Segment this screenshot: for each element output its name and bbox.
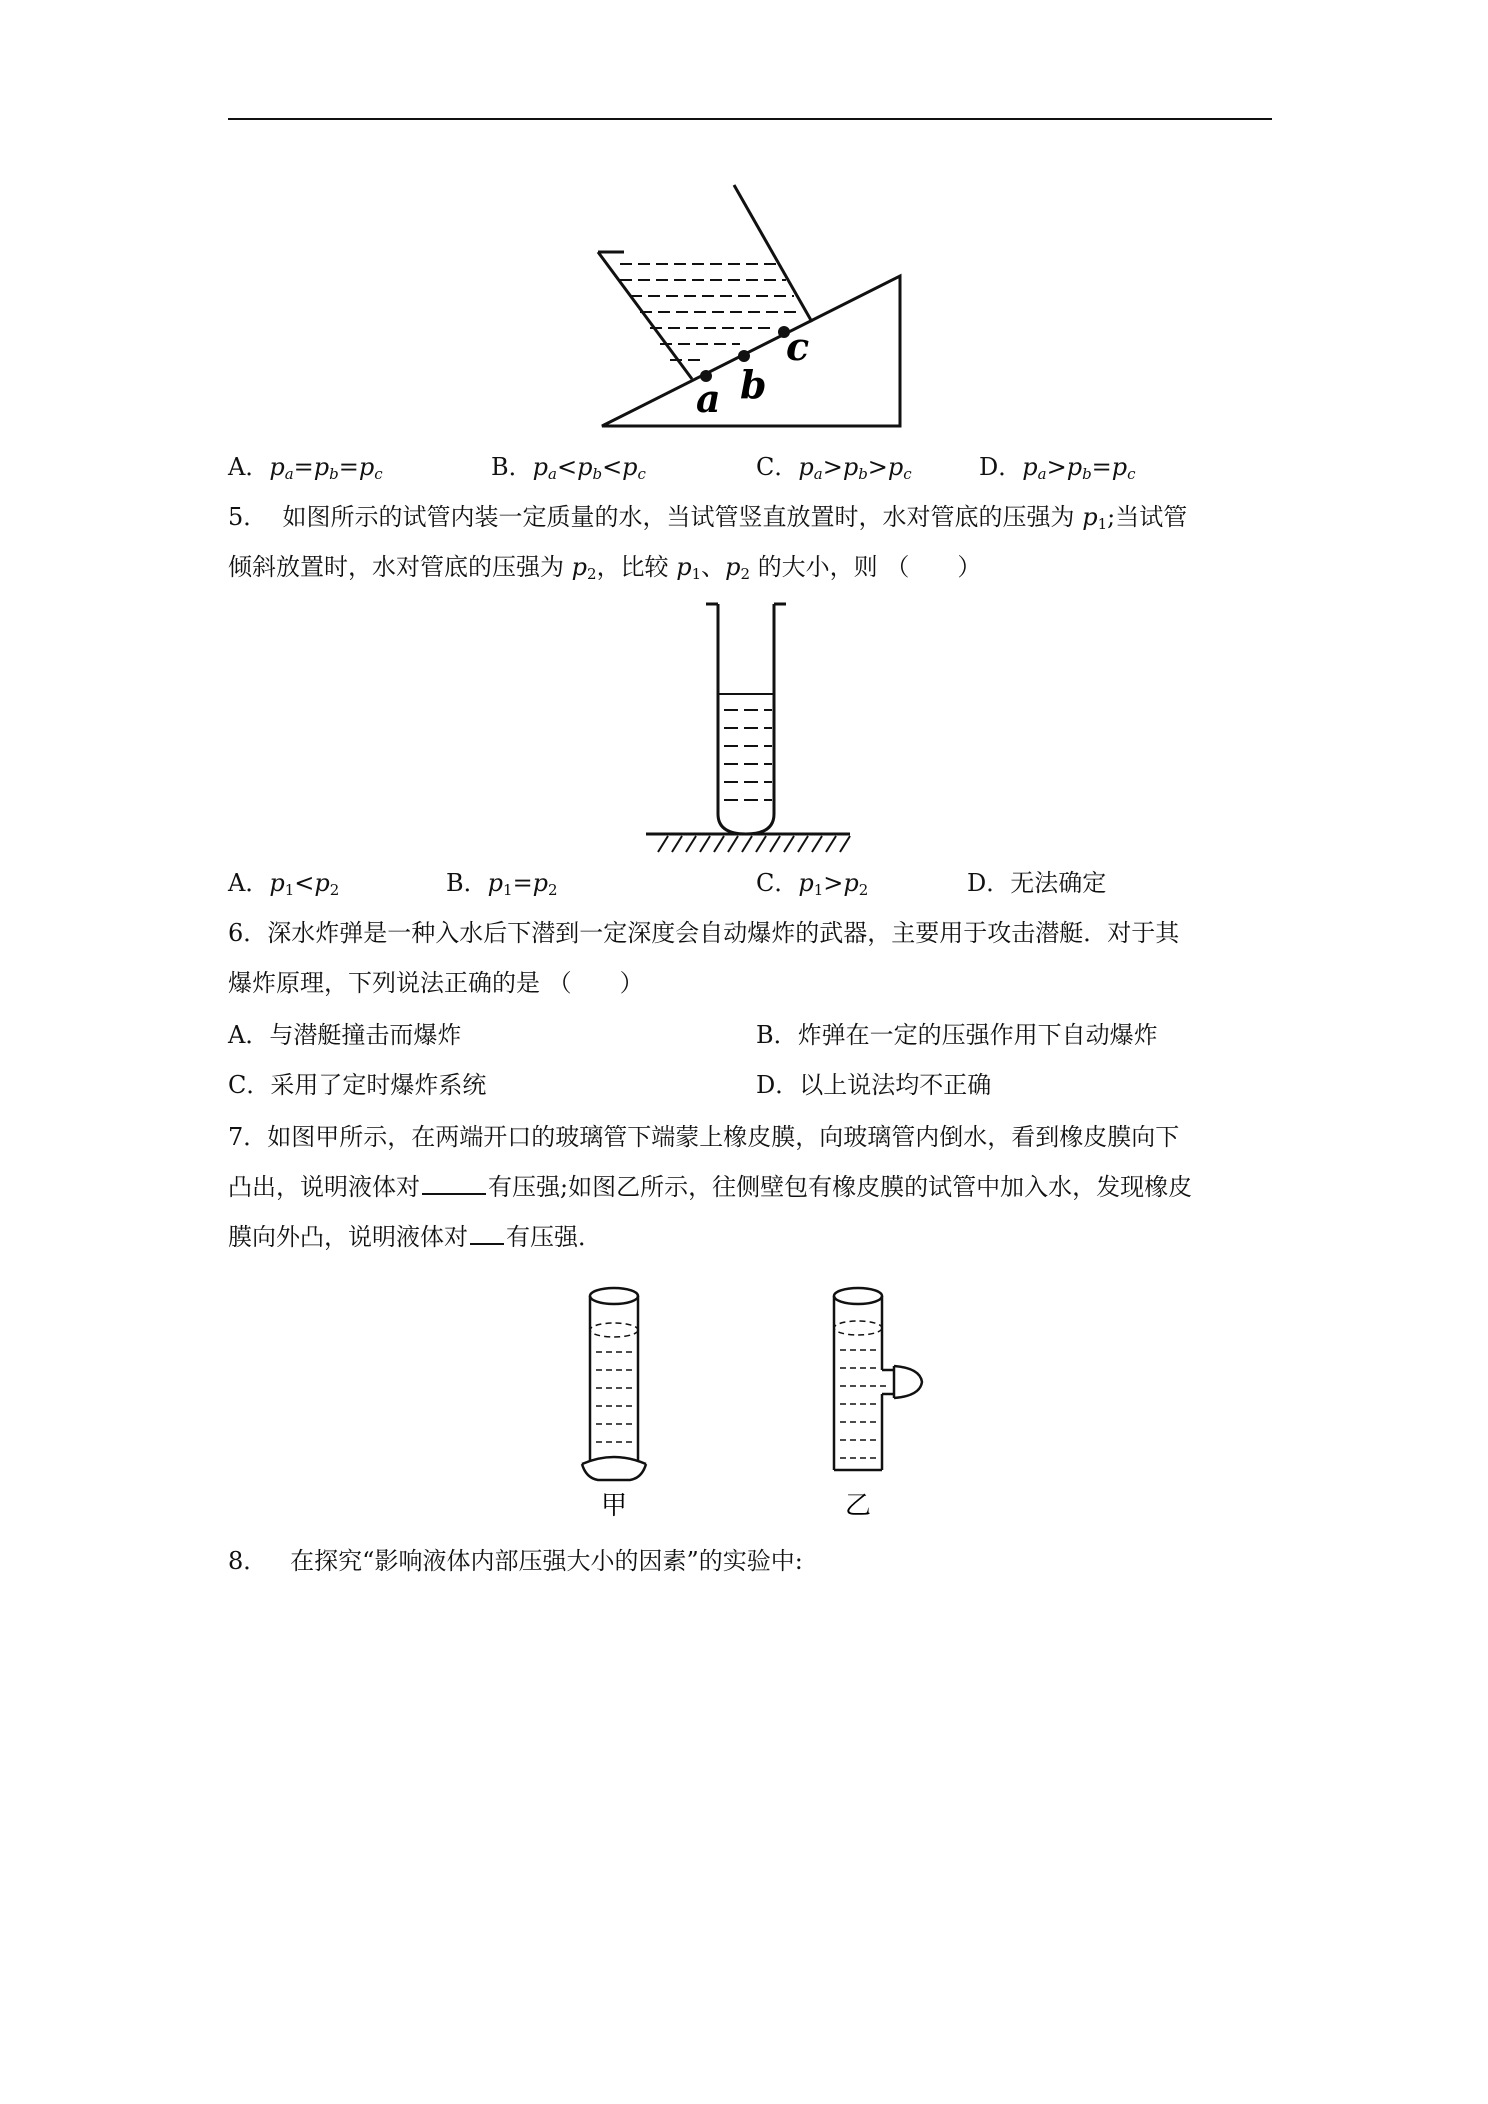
q5-option-c: C．$p_1>p_2$ [756,869,869,899]
q4-option-c: C．$p_a>p_b>p_c$ [756,453,912,483]
fig-q4-inclined-container [590,180,920,432]
q7-stem-line3: 膜向外凸，说明液体对 有压强． [228,1223,602,1251]
point-b [738,350,750,362]
q5-option-d: D．无法确定 [967,869,1107,897]
label-jia: 甲 [600,1491,628,1521]
q6-option-a: A．与潜艇撞击而爆炸 [228,1021,462,1049]
label-a: a [696,376,721,421]
fig-q7-tubes [568,1282,940,1522]
q4-option-d: D．$p_a>p_b=p_c$ [979,453,1136,483]
q5-option-a: A．$p_1<p_2$ [228,869,340,899]
q7-answer-blank-1[interactable] [422,1173,486,1195]
q8-stem: 8． 在探究“影响液体内部压强大小的因素”的实验中: [228,1547,803,1575]
q5-stem-line1: 5． 如图所示的试管内装一定质量的水，当试管竖直放置时，水对管底的压强为 $p_1$;当试管 [228,503,1188,533]
q7-answer-blank-2[interactable] [470,1223,504,1245]
q5-stem-line2: 倾斜放置时，水对管底的压强为 $p_2$，比较 $p_1$、$p_2$ 的大小，则 （ ） [228,553,982,583]
fig-q5-test-tube [646,602,852,854]
label-c: c [786,324,810,369]
q6-option-c: C．采用了定时爆炸系统 [228,1071,487,1099]
q6-stem-line2: 爆炸原理，下列说法正确的是 （ ） [228,969,644,997]
q4-option-b: B．$p_a<p_b<p_c$ [491,453,646,483]
q5-option-b: B．$p_1=p_2$ [446,869,558,899]
header-rule [228,118,1272,120]
tube-yi [834,1288,922,1470]
q6-stem-line1: 6．深水炸弹是一种入水后下潜到一定深度会自动爆炸的武器，主要用于攻击潜艇．对于其 [228,919,1180,947]
q7-stem-line2: 凸出，说明液体对 有压强;如图乙所示，往侧壁包有橡皮膜的试管中加入水，发现橡皮 [228,1173,1193,1201]
q6-option-b: B．炸弹在一定的压强作用下自动爆炸 [756,1021,1158,1049]
q4-option-a: A．$p_a=p_b=p_c$ [228,453,383,483]
q7-stem-line1: 7．如图甲所示，在两端开口的玻璃管下端蒙上橡皮膜，向玻璃管内倒水，看到橡皮膜向下 [228,1123,1180,1151]
q6-option-d: D．以上说法均不正确 [756,1071,992,1099]
label-yi: 乙 [844,1491,872,1521]
tube-jia [582,1288,646,1480]
label-b: b [740,362,767,407]
